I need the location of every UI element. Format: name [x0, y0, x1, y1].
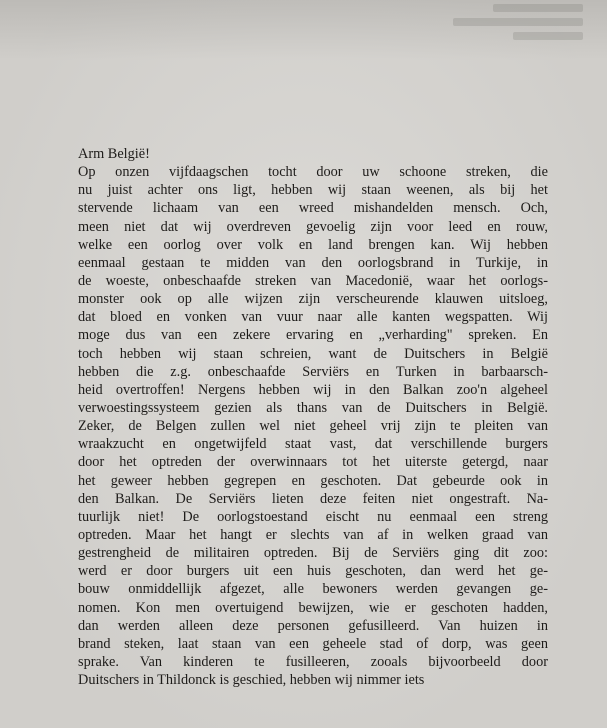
text-line: hebben die z.g. onbeschaafde Serviërs en Turken in barbaarsch-: [78, 363, 548, 380]
text-line: optreden. Maar het hangt er slechts van af in welken graad van: [78, 526, 548, 543]
text-line: door het optreden der overwinnaars tot het uiterste getergd, naar: [78, 454, 548, 471]
text-line: Duitschers in Thildonck is geschied, hebben wij nimmer iets: [78, 672, 425, 689]
text-line: dat bloed en vonken van vuur naar alle kanten wegspatten. Wij: [78, 309, 548, 326]
text-line: nu juist achter ons ligt, hebben wij staan weenen, als bij het: [78, 182, 548, 199]
text-line: het geweer hebben gegrepen en geschoten. Dat gebeurde ook in: [78, 472, 548, 489]
text-line: meen niet dat wij overdreven gevoelig zijn voor leed en rouw,: [78, 218, 548, 235]
text-line: tuurlijk niet! De oorlogstoestand eischt nu eenmaal een streng: [78, 508, 548, 525]
text-line: heid overtroffen! Nergens hebben wij in den Balkan zoo'n algeheel: [78, 381, 548, 398]
heading: Arm België!: [78, 146, 150, 162]
text-line: wraakzucht en ongetwijfeld staat vast, dat verschillende burgers: [78, 436, 548, 453]
text-line: welke een oorlog over volk en land brengen kan. Wij hebben: [78, 236, 548, 253]
bleed-through-mark: [493, 4, 583, 12]
text-line: sprake. Van kinderen te fusilleeren, zooals bijvoorbeeld door: [78, 653, 548, 670]
text-line: stervende lichaam van een wreed mishandelden mensch. Och,: [78, 200, 548, 217]
text-line: monster ook op alle wijzen zijn verscheurende klauwen uitsloeg,: [78, 291, 548, 308]
bleed-through-mark: [453, 18, 583, 26]
text-line: brand steken, laat staan van een geheele stad of dorp, was geen: [78, 635, 548, 652]
text-line: bouw onmiddellijk afgezet, alle bewoners werden gevangen ge-: [78, 581, 548, 598]
article-text: [78, 145, 548, 689]
text-line: gestrengheid de militairen optreden. Bij de Serviërs ging dit zoo:: [78, 545, 548, 562]
text-line: moge dus van een zekere ervaring en „verharding" spreken. En: [78, 327, 548, 344]
text-line: Zeker, de Belgen zullen wel niet geheel vrij zijn te pleiten van: [78, 418, 548, 435]
text-line: nomen. Kon men overtuigend bewijzen, wie er geschoten hadden,: [78, 599, 548, 616]
text-line: eenmaal gestaan te midden van den oorlogsbrand in Turkije, in: [78, 254, 548, 271]
bleed-through-mark: [513, 32, 583, 40]
text-line: de woeste, onbeschaafde streken van Macedonië, waar het oorlogs-: [78, 272, 548, 289]
text-line: Op onzen vijfdaagschen tocht door uw schoone streken, die: [78, 164, 548, 181]
text-line: dan werden alleen deze personen gefusilleerd. Van huizen in: [78, 617, 548, 634]
text-line: toch hebben wij staan schreien, want de Duitschers in België: [78, 345, 548, 362]
text-line: verwoestingssysteem gezien als thans van de Duitschers in België.: [78, 399, 548, 416]
text-line: den Balkan. De Serviërs lieten deze feiten niet ongestraft. Na-: [78, 490, 548, 507]
bleed-through-area: [0, 0, 607, 60]
text-line: werd er door burgers uit een huis geschoten, dan werd het ge-: [78, 563, 548, 580]
